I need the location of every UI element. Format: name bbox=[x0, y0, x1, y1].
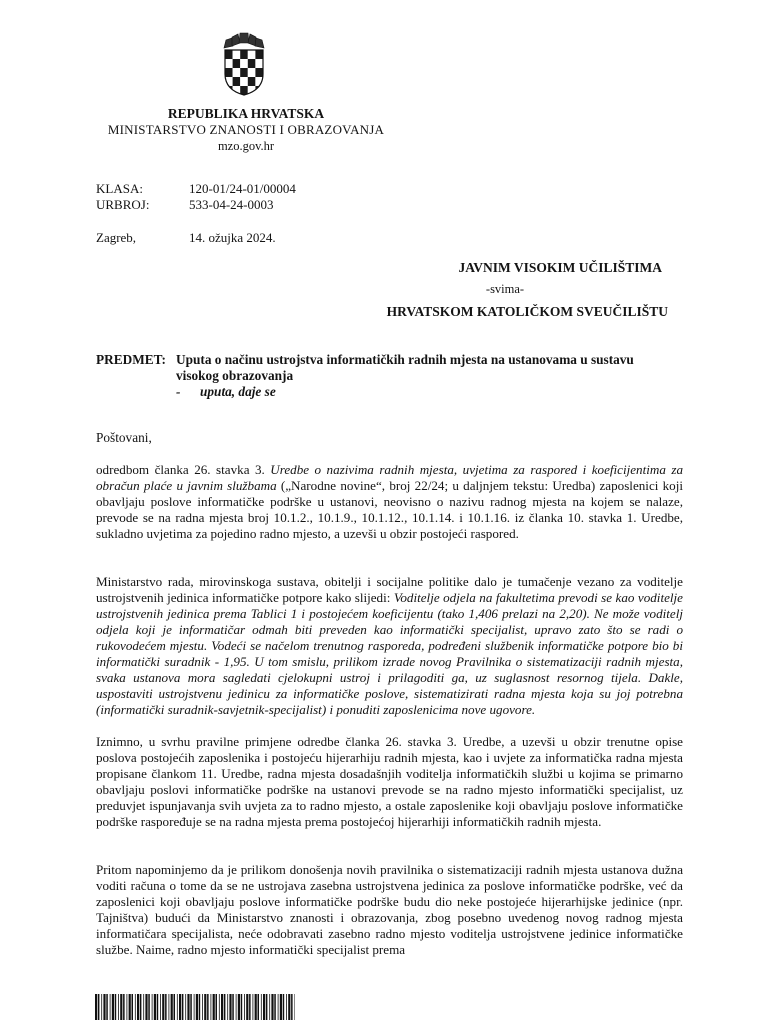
recipient-line-2: -svima- bbox=[485, 282, 525, 296]
subject-sub-text: uputa, daje se bbox=[200, 384, 276, 399]
ministry-website: mzo.gov.hr bbox=[217, 139, 275, 153]
paragraph-1 bbox=[96, 462, 683, 542]
paragraph-4: Pritom napominjemo da je prilikom donošenja novih pravilnika o sistematizaciji radnih mjesta ustanova dužna voditi računa o tome da se ne ustrojava zasebna ustrojstvena jedinica za poslove informatičke podrške, već da zaposlenici koji obavljaju poslove informatičke podrške budu dio neke postojeće hijerarhijske jedinice (npr. Tajništva) budući da Ministarstvo znanosti i obrazovanja, zbog posebno uvedenog novog radnog mjesta informatičara specijalista, neće odobravati zasebno radno mjesto voditelja ustrojstvene jedinice informatičke službe. Naime, radno mjesto informatički specijalist prema bbox=[96, 862, 683, 957]
place: Zagreb, bbox=[96, 230, 137, 245]
klasa-label: KLASA: bbox=[96, 181, 143, 196]
paragraph-1-part-c: („Narodne novine“, broj 22/24; u daljnjem tekstu: Uredba) zaposlenici koji obavljaju poslove informatičke podrške u ustanovi, neovisno o nazivu radnog mjesta na kojem se nalaze, prevode se na radna mjesta broj 10.1.2., 10.1.9., 10.1.12., 10.1.14. i 10.1.16. iz članka 10. stavka 1. Uredbe, sukladno uvjetima za pojedino radno mjesto, a uzevši u obzir postojeći raspored. bbox=[96, 478, 684, 541]
urbroj-label: URBROJ: bbox=[96, 197, 150, 212]
ministry-name: MINISTARSTVO ZNANOSTI I OBRAZOVANJA bbox=[107, 122, 385, 137]
subject-subline bbox=[176, 384, 276, 400]
paragraph-1-regulation-title: Uredbe o nazivima radnih mjesta, uvjetima za raspored i koeficijentima za obračun plaće u javnim službama bbox=[96, 462, 684, 493]
letterhead bbox=[96, 106, 396, 154]
paragraph-2-quote: Voditelje odjela na fakultetima prevodi se kao voditelje ustrojstvenih jedinica prema Tablici 1 i postojećem koeficijentu (tako 1,406 prelazi na 2,20). Ne može voditelj odjela koji je informatičar odmah biti preveden kao informatički specijalist, upravo zato što se radi o rukovodećem mjestu. Vodeći se načelom trenutnog rasporeda, podređeni službenik informatičke potpore bio bi informatički suradnik - 1,95. U tom smislu, prilikom izrade novog Pravilnika o sistematizaciji radnih mjesta, svaka ustanova mora sagledati cjelokupni ustroj i prilagoditi ga, uz suglasnost resornog tijela. Dakle, uspostaviti ustrojstvenu jedinicu za informatičke poslove, sistematizirati radna mjesta koja su joj potrebna (informatički suradnik-savjetnik-specijalist) i ponuditi zaposlenicima nove ugovore. bbox=[96, 590, 683, 717]
paragraph-3: Iznimno, u svrhu pravilne primjene odredbe članka 26. stavka 3. Uredbe, a uzevši u obzir trenutne opise poslova postojećih zaposlenika i postojeću hijerarhiju radnih mjesta, kao i uvjete za informatička radna mjesta propisane člankom 11. Uredbe, radna mjesta dosadašnjih voditelja informatičkih službi u kojima se primarno obavljaju poslovi informatičke podrške na ustanovi prevode se na radno mjesto informatički specijalist, uz preduvjet ispunjavanja svih uvjeta za to radno mjesto, a ostale zaposlenike koji obavljaju poslove informatičke podrške raspoređuje se na radna mjesta prema postojećoj hijerarhiji informatičkih radnih mjesta. bbox=[96, 734, 683, 829]
recipient-line-3: HRVATSKOM KATOLIČKOM SVEUČILIŠTU bbox=[386, 304, 668, 319]
subject-text: Uputa o načinu ustrojstva informatičkih radnih mjesta na ustanovama u sustavu visokog obrazovanja bbox=[176, 352, 634, 383]
barcode-icon bbox=[95, 994, 295, 1020]
paragraph-1-part-a: odredbom članka 26. stavka 3. bbox=[96, 462, 271, 477]
paragraph-2 bbox=[96, 574, 683, 718]
urbroj-value: 533-04-24-0003 bbox=[189, 197, 274, 212]
paragraph-2-intro: Ministarstvo rada, mirovinskoga sustava, obitelji i socijalne politike dalo je tumačenje vezano za voditelje ustrojstvenih jedinica informatičke potpore kako slijedi: bbox=[96, 574, 683, 605]
recipient-line-1: JAVNIM VISOKIM UČILIŠTIMA bbox=[458, 260, 662, 275]
country-name: REPUBLIKA HRVATSKA bbox=[167, 106, 325, 121]
subject-label: PREDMET: bbox=[96, 352, 166, 367]
greeting: Poštovani, bbox=[96, 430, 152, 445]
subject-dash: - bbox=[176, 384, 181, 399]
klasa-value: 120-01/24-01/00004 bbox=[189, 181, 296, 196]
date: 14. ožujka 2024. bbox=[189, 230, 276, 245]
croatian-coat-of-arms-icon bbox=[222, 32, 266, 96]
